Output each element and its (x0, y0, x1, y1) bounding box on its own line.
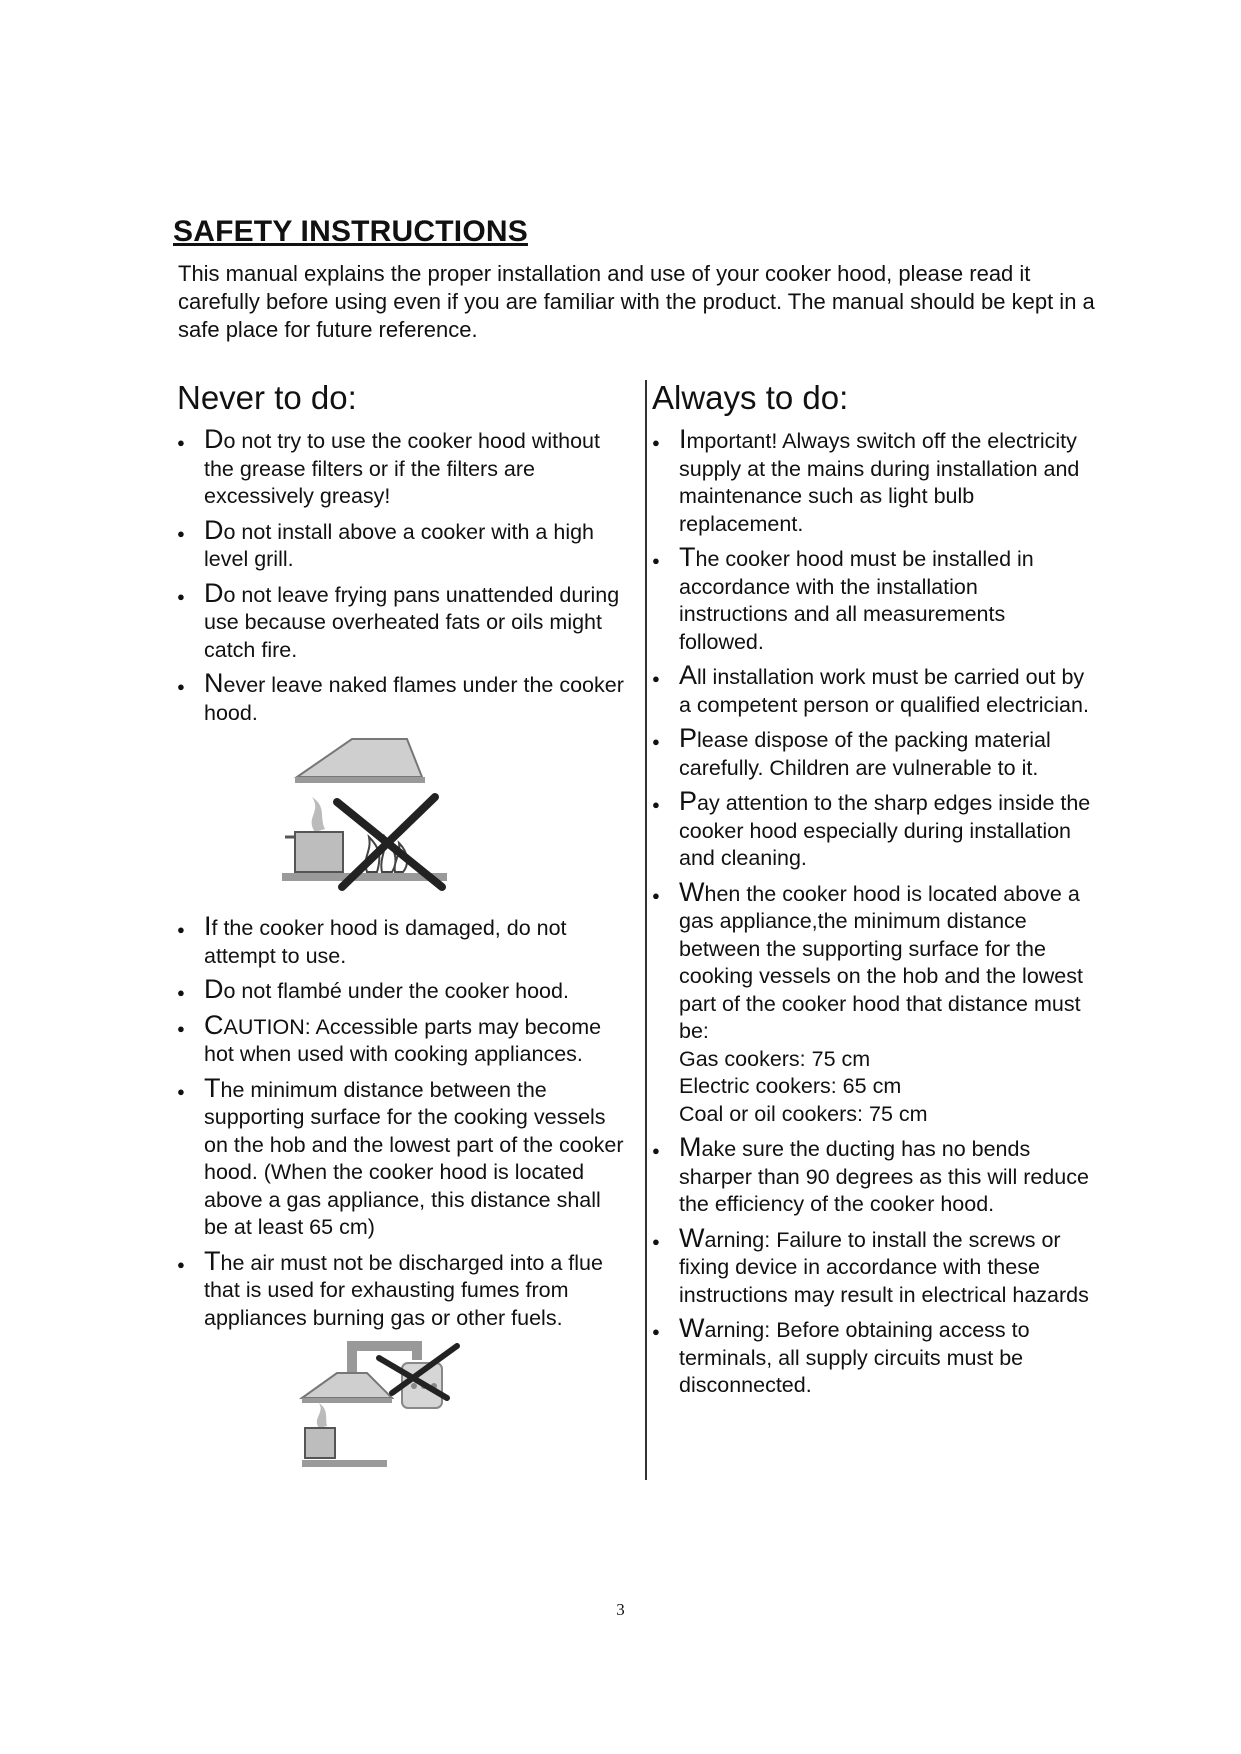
list-item: ● Pay attention to the sharp edges inside the cooker hood especially during installation and cleaning. (652, 788, 1092, 873)
list-item: ● Make sure the ducting has no bends sharper than 90 degrees as this will reduce the efficiency of the cooker hood. (652, 1134, 1092, 1219)
always-heading: Always to do: (652, 379, 849, 416)
list-item: ● Important! Always switch off the electricity supply at the mains during installation and maintenance such as light bulb replacement. (652, 426, 1092, 538)
list-item: ● CAUTION: Accessible parts may become hot when used with cooking appliances. (177, 1012, 627, 1069)
electric-distance: Electric cookers: 65 cm (679, 1074, 902, 1098)
list-item: ● Warning: Before obtaining access to terminals, all supply circuits must be disconnected. (652, 1315, 1092, 1400)
column-divider (645, 380, 647, 1480)
list-item: ● When the cooker hood is located above a gas appliance,the minimum distance between the supporting surface for the cooking vessels on the hob and the lowest part of the cooker hood that distance must be: Gas cookers: 75 cm Electric cookers: 65 cm Coal or oil cookers: 75 cm (652, 879, 1092, 1129)
list-item: ● Do not flambé under the cooker hood. (177, 976, 627, 1006)
list-item: ● The minimum distance between the supporting surface for the cooking vessels on the hob and the lowest part of the cooker hood. (When the cooker hood is located above a gas appliance, this distance shall be at least 65 cm) (177, 1075, 627, 1242)
hob (302, 1460, 387, 1467)
list-item: ● All installation work must be carried out by a competent person or qualified electrician. (652, 662, 1092, 719)
steam-shape (312, 797, 325, 832)
steam-shape (317, 1403, 327, 1428)
coal-oil-distance: Coal or oil cookers: 75 cm (679, 1101, 928, 1126)
list-item: ● Do not install above a cooker with a high level grill. (177, 517, 627, 574)
never-list (177, 426, 627, 727)
list-item: ● Warning: Failure to install the screws or fixing device in accordance with these instructions may result in electrical hazards (652, 1225, 1092, 1310)
hood-shape (302, 1373, 392, 1398)
list-item: ● Please dispose of the packing material carefully. Children are vulnerable to it. (652, 725, 1092, 782)
list-item: ● Never leave naked flames under the cooker hood. (177, 670, 627, 727)
no-flue-sharing-illustration (297, 1338, 467, 1473)
hood-shape (297, 739, 422, 777)
intro-paragraph: This manual explains the proper installation and use of your cooker hood, please read it carefully before using even if you are familiar with the product. The manual should be kept in a safe place for future reference. (178, 261, 1095, 342)
always-list (652, 426, 1092, 1400)
list-item: ● Do not try to use the cooker hood without the grease filters or if the filters are excessively greasy! (177, 426, 627, 511)
pot (295, 832, 343, 872)
list-item: ● If the cooker hood is damaged, do not attempt to use. (177, 913, 627, 970)
page-title: SAFETY INSTRUCTIONS (173, 215, 528, 248)
page-number: 3 (616, 1600, 625, 1619)
pot (305, 1428, 335, 1458)
no-naked-flames-illustration (277, 737, 457, 897)
always-column (652, 378, 1092, 1406)
never-heading: Never to do: (177, 379, 357, 416)
list-item: ● The cooker hood must be installed in accordance with the installation instructions and all measurements followed. (652, 544, 1092, 656)
never-list-continued (177, 913, 627, 1332)
gas-distance: Gas cookers: 75 cm (679, 1046, 871, 1071)
hood-base (295, 777, 425, 783)
list-item: ● The air must not be discharged into a flue that is used for exhausting fumes from appliances burning gas or other fuels. (177, 1248, 627, 1333)
never-column (177, 378, 627, 1483)
list-item: ● Do not leave frying pans unattended during use because overheated fats or oils might catch fire. (177, 580, 627, 665)
